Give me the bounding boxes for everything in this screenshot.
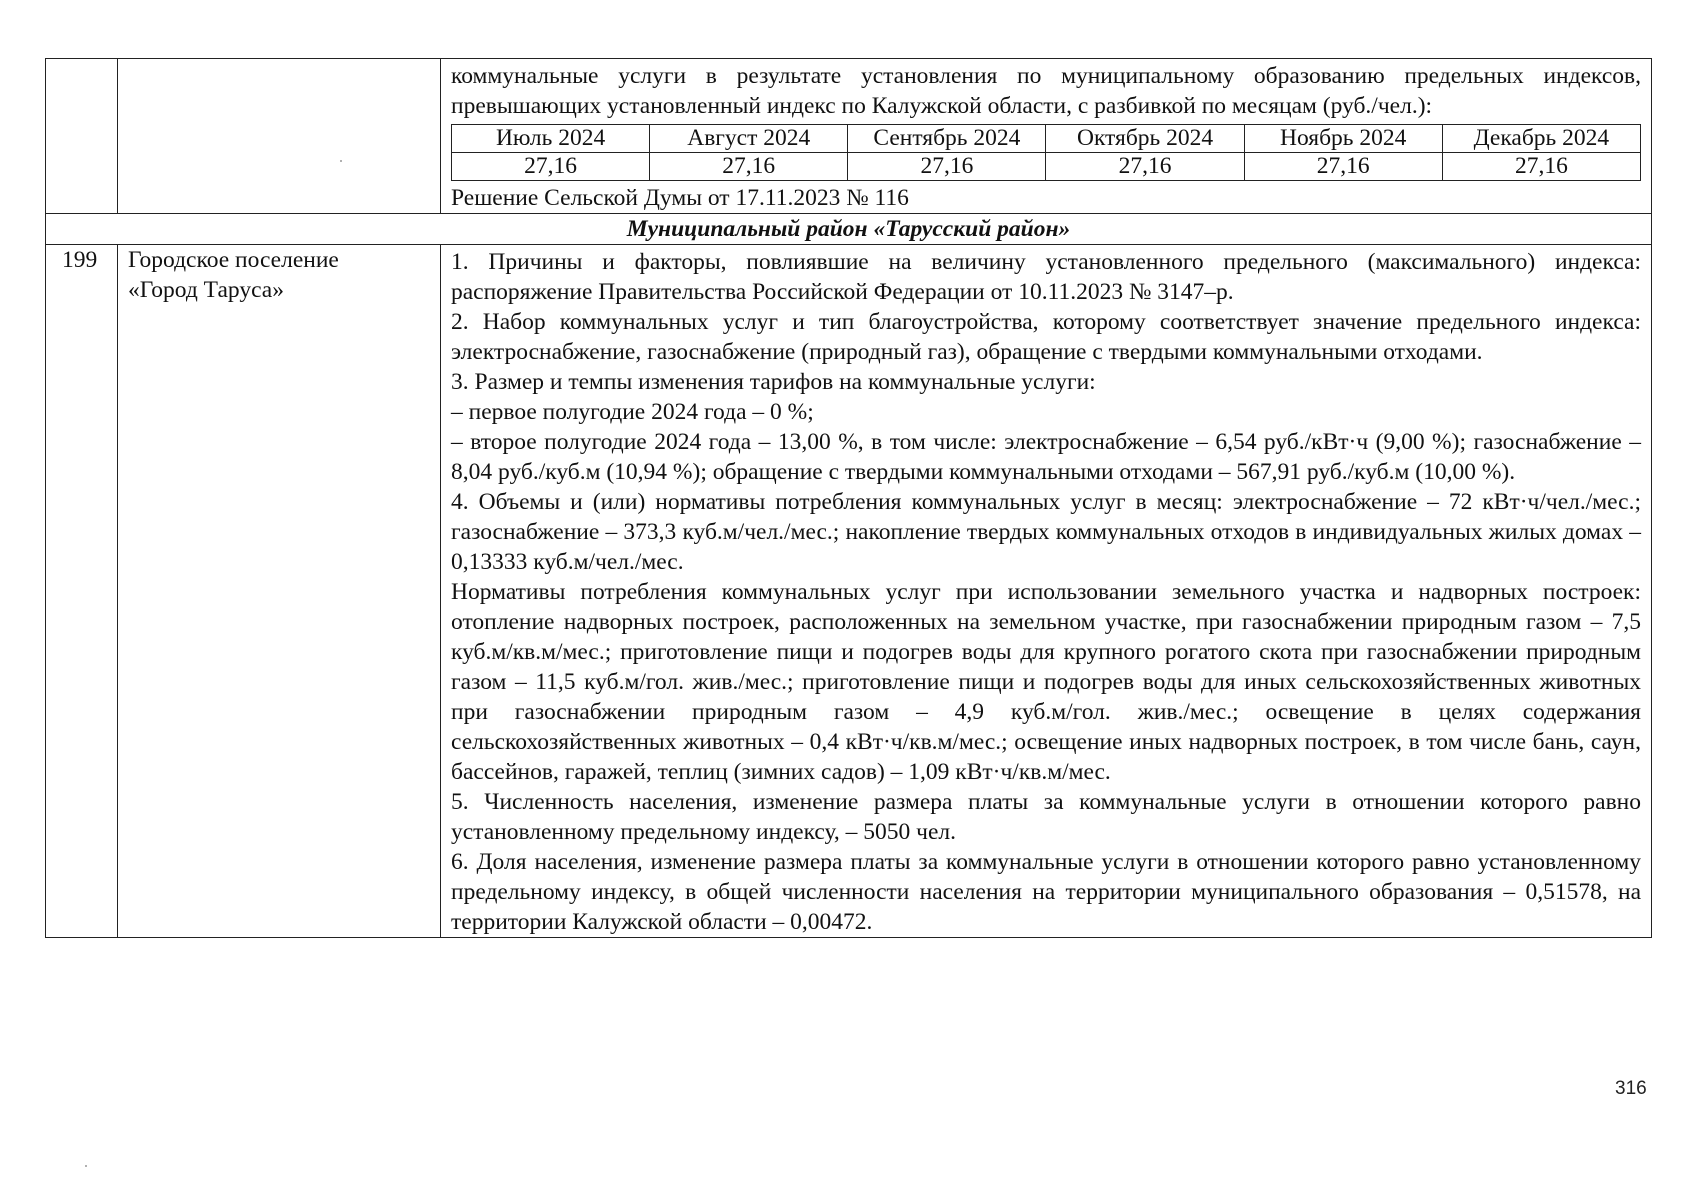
paragraph-4b: Нормативы потребления коммунальных услуг при использовании земельного участка и надворных построек: отопление надворных построек, расположенных на земельном участке, при газоснабжении природным газом – 7,5 куб.м/кв.м/мес.; приготовление пищи и подогрев воды для крупного рогатого скота при газоснабжении природным газом – 11,5 куб.м/гол. жив./мес.; приготовление пищи и подогрев воды для иных сельскохозяйственных животных при газоснабжении природным газом – 4,9 куб.м/гол. жив./мес.; освещение в целях содержания сельскохозяйственных животных – 0,4 кВт·ч/кв.м/мес.; освещение иных надворных построек, в том числе бань, саун, бассейнов, гаражей, теплиц (зимних садов) – 1,09 кВт·ч/кв.м/мес.	[451, 579, 1641, 785]
months-header-row	[452, 125, 1641, 153]
month-value: 27,16	[452, 153, 650, 181]
month-header: Август 2024	[650, 125, 848, 153]
paragraph-4: 4. Объемы и (или) нормативы потребления коммунальных услуг в месяц: электроснабжение – 72 кВт·ч/чел./мес.; газоснабжение – 373,3 куб.м/чел./мес.; накопление твердых коммунальных отходов в индивидуальных жилых домах – 0,13333 куб.м/чел./мес.	[451, 489, 1641, 575]
description-cell	[441, 245, 1652, 938]
month-value: 27,16	[650, 153, 848, 181]
paragraph-3b: – второе полугодие 2024 года – 13,00 %, в том числе: электроснабжение – 6,54 руб./кВт·ч (9,00 %); газоснабжение – 8,04 руб./куб.м (10,94 %); обращение с твердыми коммунальными отходами – 567,91 руб./куб.м (10,00 %).	[451, 429, 1641, 485]
month-header: Октябрь 2024	[1046, 125, 1244, 153]
paragraph-3a: – первое полугодие 2024 года – 0 %;	[451, 399, 814, 425]
paragraph-5: 5. Численность населения, изменение размера платы за коммунальные услуги в отношении которого равно установленному предельному индексу, – 5050 чел.	[451, 789, 1641, 845]
month-header: Июль 2024	[452, 125, 650, 153]
name-cell-empty	[118, 59, 441, 214]
paragraph-1: 1. Причины и факторы, повлиявшие на величину установленного предельного (максимального) индекса: распоряжение Правительства Российской Федерации от 10.11.2023 № 3147–р.	[451, 249, 1641, 305]
decision-text: Решение Сельской Думы от 17.11.2023 № 116	[451, 185, 909, 211]
municipality-name-line2: «Город Таруса»	[128, 277, 284, 303]
month-value: 27,16	[1442, 153, 1640, 181]
month-value: 27,16	[1046, 153, 1244, 181]
municipality-name-line1: Городское поселение	[128, 247, 339, 273]
page-number: 316	[1615, 1078, 1647, 1099]
number-cell-empty	[46, 59, 118, 214]
scan-speck	[85, 1165, 87, 1167]
document-table	[45, 58, 1652, 938]
month-header: Декабрь 2024	[1442, 125, 1640, 153]
month-header: Сентябрь 2024	[848, 125, 1046, 153]
months-values-row	[452, 153, 1641, 181]
section-row	[46, 214, 1652, 245]
month-value: 27,16	[1244, 153, 1442, 181]
month-header: Ноябрь 2024	[1244, 125, 1442, 153]
month-value: 27,16	[848, 153, 1046, 181]
paragraph-2: 2. Набор коммунальных услуг и тип благоустройства, которому соответствует значение предельного индекса: электроснабжение, газоснабжение (природный газ), обращение с твердыми коммунальными отходами.	[451, 309, 1641, 365]
intro-text: коммунальные услуги в результате установления по муниципальному образованию предельных индексов, превышающих установленный индекс по Калужской области, с разбивкой по месяцам (руб./чел.):	[451, 63, 1641, 119]
section-title: Муниципальный район «Тарусский район»	[46, 214, 1652, 245]
paragraph-6: 6. Доля населения, изменение размера платы за коммунальные услуги в отношении которого равно установленному предельному индексу, в общей численности населения на территории муниципального образования – 0,51578, на территории Калужской области – 0,00472.	[451, 849, 1641, 935]
paragraph-3: 3. Размер и темпы изменения тарифов на коммунальные услуги:	[451, 369, 1096, 395]
table-row-199	[46, 245, 1652, 938]
table-row-previous	[46, 59, 1652, 214]
monthly-values-table	[451, 124, 1641, 181]
scan-speck	[340, 160, 342, 162]
description-cell	[441, 59, 1652, 214]
municipality-name-cell	[118, 245, 441, 938]
row-number: 199	[46, 245, 118, 938]
